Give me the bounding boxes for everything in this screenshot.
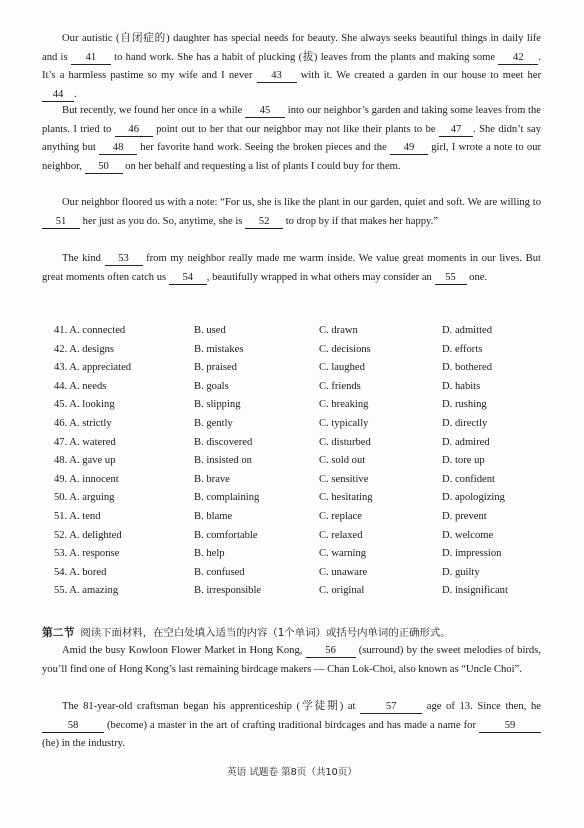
option-row xyxy=(54,434,554,453)
option-c: C. sold out xyxy=(319,455,366,467)
text-run: But recently, we found her once in a while xyxy=(62,105,246,116)
blank-54: 54 xyxy=(169,272,207,285)
option-b: B. slipping xyxy=(194,399,241,411)
option-b: B. irresponsible xyxy=(194,585,262,597)
option-b: B. blame xyxy=(194,510,233,522)
passage-paragraph-1 xyxy=(42,30,541,104)
option-c: C. warning xyxy=(319,548,367,560)
option-c: C. original xyxy=(319,585,365,597)
blank-44: 44 xyxy=(42,89,74,102)
option-c: C. friends xyxy=(319,380,361,392)
text-run: point out to her that our neighbor may not like their plants to be xyxy=(152,123,440,135)
blank-45: 45 xyxy=(245,105,285,118)
text-run: her favorite hand work. Seeing the broken pieces and the xyxy=(137,142,391,154)
option-b: B. brave xyxy=(194,473,230,485)
option-d: D. directly xyxy=(442,417,488,429)
grammar-paragraph-2 xyxy=(42,698,541,754)
blank-57: 57 xyxy=(360,701,422,714)
text-run: (surround) by the sweet melodies of birds, you’ll find one of Hong Kong’s last remaining birdcage makers — Chan Lok-Choi, also known as “Uncle Choi”. xyxy=(42,645,541,675)
option-b: B. discovered xyxy=(194,436,253,448)
option-d: D. welcome xyxy=(442,529,494,541)
option-c: C. laughed xyxy=(319,362,365,374)
option-a: 51. A. tend xyxy=(54,510,101,522)
option-row xyxy=(54,527,554,546)
blank-43: 43 xyxy=(257,70,297,83)
text-run: Amid the busy Kowloon Flower Market in Hong Kong, xyxy=(62,645,306,656)
section-label: 第二节 xyxy=(42,626,75,639)
option-b: B. insisted on xyxy=(194,455,252,467)
option-b: B. help xyxy=(194,548,225,560)
option-b: B. comfortable xyxy=(194,529,258,541)
option-d: D. tore up xyxy=(442,455,485,467)
text-run: age of 13. Since then, he xyxy=(422,701,541,712)
text-run: (he) in the industry. xyxy=(42,738,125,750)
text-run: on her behalf and requesting a list of plants I could buy for them. xyxy=(122,160,401,172)
blank-58: 58 xyxy=(42,720,104,733)
option-c: C. breaking xyxy=(319,399,369,411)
option-b: B. gently xyxy=(194,417,233,429)
text-run: to drop by if that makes her happy.” xyxy=(283,215,439,227)
option-b: B. praised xyxy=(194,362,237,374)
blank-46: 46 xyxy=(115,124,153,137)
text-run: . It’s a harmless pastime so my wife and I never xyxy=(42,51,541,82)
option-d: D. insignificant xyxy=(442,585,508,597)
option-row xyxy=(54,359,554,378)
text-run: to hand work. She has a habit of plucking (拔) leaves from the plants and making some xyxy=(110,51,499,63)
option-a: 44. A. needs xyxy=(54,380,107,392)
option-a: 55. A. amazing xyxy=(54,585,119,597)
option-b: B. used xyxy=(194,325,226,336)
blank-53: 53 xyxy=(105,253,143,266)
option-c: C. relaxed xyxy=(319,529,363,541)
page-footer: 英语 试题卷 第8页（共10页） xyxy=(227,767,357,778)
option-row xyxy=(54,489,554,508)
option-a: 50. A. arguing xyxy=(54,492,115,504)
text-run: with it. We created a garden in our house to meet her xyxy=(296,70,541,82)
option-c: C. typically xyxy=(319,417,369,429)
option-d: D. habits xyxy=(442,380,481,392)
option-c: C. unaware xyxy=(319,566,368,578)
option-a: 43. A. appreciated xyxy=(54,362,132,374)
passage-paragraph-2 xyxy=(42,102,541,176)
option-c: C. hesitating xyxy=(319,492,373,504)
option-c: C. drawn xyxy=(319,325,358,336)
option-b: B. goals xyxy=(194,380,229,392)
text-run: from my neighbor really made me warm inside. We value great moments in our lives. But great moments often catch us xyxy=(42,253,541,283)
option-row xyxy=(54,564,554,583)
option-d: D. guilty xyxy=(442,566,480,578)
option-b: B. complaining xyxy=(194,492,260,504)
text-run: girl, I wrote a note to our neighbor, xyxy=(42,142,541,172)
text-run: her just as you do. So, anytime, she is xyxy=(80,215,246,227)
text-run: Our autistic (自闭症的) daughter has special needs for beauty. She always seeks beautiful things in daily life and is xyxy=(42,33,541,63)
option-a: 49. A. innocent xyxy=(54,473,119,485)
option-row xyxy=(54,452,554,471)
grammar-paragraph-1 xyxy=(42,642,541,679)
text-run: . xyxy=(74,88,77,100)
text-run: (become) a master in the art of crafting traditional birdcages and has made a name for xyxy=(104,719,479,731)
option-row xyxy=(54,545,554,564)
option-row xyxy=(54,508,554,527)
answer-options xyxy=(54,322,554,601)
option-row xyxy=(54,582,554,601)
section-2-heading xyxy=(42,624,451,640)
blank-49: 49 xyxy=(390,142,428,155)
option-c: C. disturbed xyxy=(319,436,371,448)
passage-paragraph-3 xyxy=(42,194,541,231)
option-c: C. sensitive xyxy=(319,473,369,485)
option-a: 52. A. delighted xyxy=(54,529,122,541)
option-b: B. confused xyxy=(194,566,245,578)
option-d: D. confident xyxy=(442,473,495,485)
option-row xyxy=(54,471,554,490)
blank-52: 52 xyxy=(245,216,283,229)
option-a: 54. A. bored xyxy=(54,566,107,578)
blank-50: 50 xyxy=(85,161,123,174)
option-a: 46. A. strictly xyxy=(54,417,112,429)
option-d: D. admitted xyxy=(442,325,493,336)
option-a: 53. A. response xyxy=(54,548,120,560)
blank-55: 55 xyxy=(435,272,467,285)
blank-48: 48 xyxy=(99,142,137,155)
text-run: The kind xyxy=(62,253,105,264)
option-d: D. apologizing xyxy=(442,492,505,504)
section-instruction: 阅读下面材料，在空白处填入适当的内容（1个单词）或括号内单词的正确形式。 xyxy=(80,627,451,639)
blank-47: 47 xyxy=(439,124,473,137)
text-run: . She didn’t say anything but xyxy=(42,123,541,154)
option-a: 42. A. designs xyxy=(54,343,115,355)
option-a: 47. A. watered xyxy=(54,436,116,448)
text-run: one. xyxy=(466,271,488,283)
option-d: D. admired xyxy=(442,436,490,448)
option-a: 41. A. connected xyxy=(54,325,126,336)
text-run: Our neighbor floored us with a note: “For us, she is like the plant in our garden, quiet and soft. We are willing to xyxy=(62,197,541,208)
passage-paragraph-4 xyxy=(42,250,541,287)
option-row xyxy=(54,322,554,341)
option-a: 48. A. gave up xyxy=(54,455,116,467)
option-row xyxy=(54,396,554,415)
text-run: into our neighbor’s garden and taking some leaves from the plants. I tried to xyxy=(42,105,541,135)
option-a: 45. A. looking xyxy=(54,399,115,411)
option-b: B. mistakes xyxy=(194,343,244,355)
blank-51: 51 xyxy=(42,216,80,229)
blank-59: 59 xyxy=(479,720,541,733)
option-d: D. rushing xyxy=(442,399,487,411)
option-d: D. bothered xyxy=(442,362,493,374)
blank-56: 56 xyxy=(306,645,356,658)
option-d: D. efforts xyxy=(442,343,483,355)
blank-41: 41 xyxy=(71,52,111,65)
option-d: D. impression xyxy=(442,548,502,560)
option-row xyxy=(54,341,554,360)
blank-42: 42 xyxy=(498,52,538,65)
text-run: , beautifully wrapped in what others may consider an xyxy=(206,271,435,283)
option-row xyxy=(54,415,554,434)
text-run: The 81-year-old craftsman began his apprenticeship (学徒期) at xyxy=(62,701,361,712)
option-row xyxy=(54,378,554,397)
option-d: D. prevent xyxy=(442,510,487,522)
option-c: C. replace xyxy=(319,510,362,522)
option-c: C. decisions xyxy=(319,343,371,355)
